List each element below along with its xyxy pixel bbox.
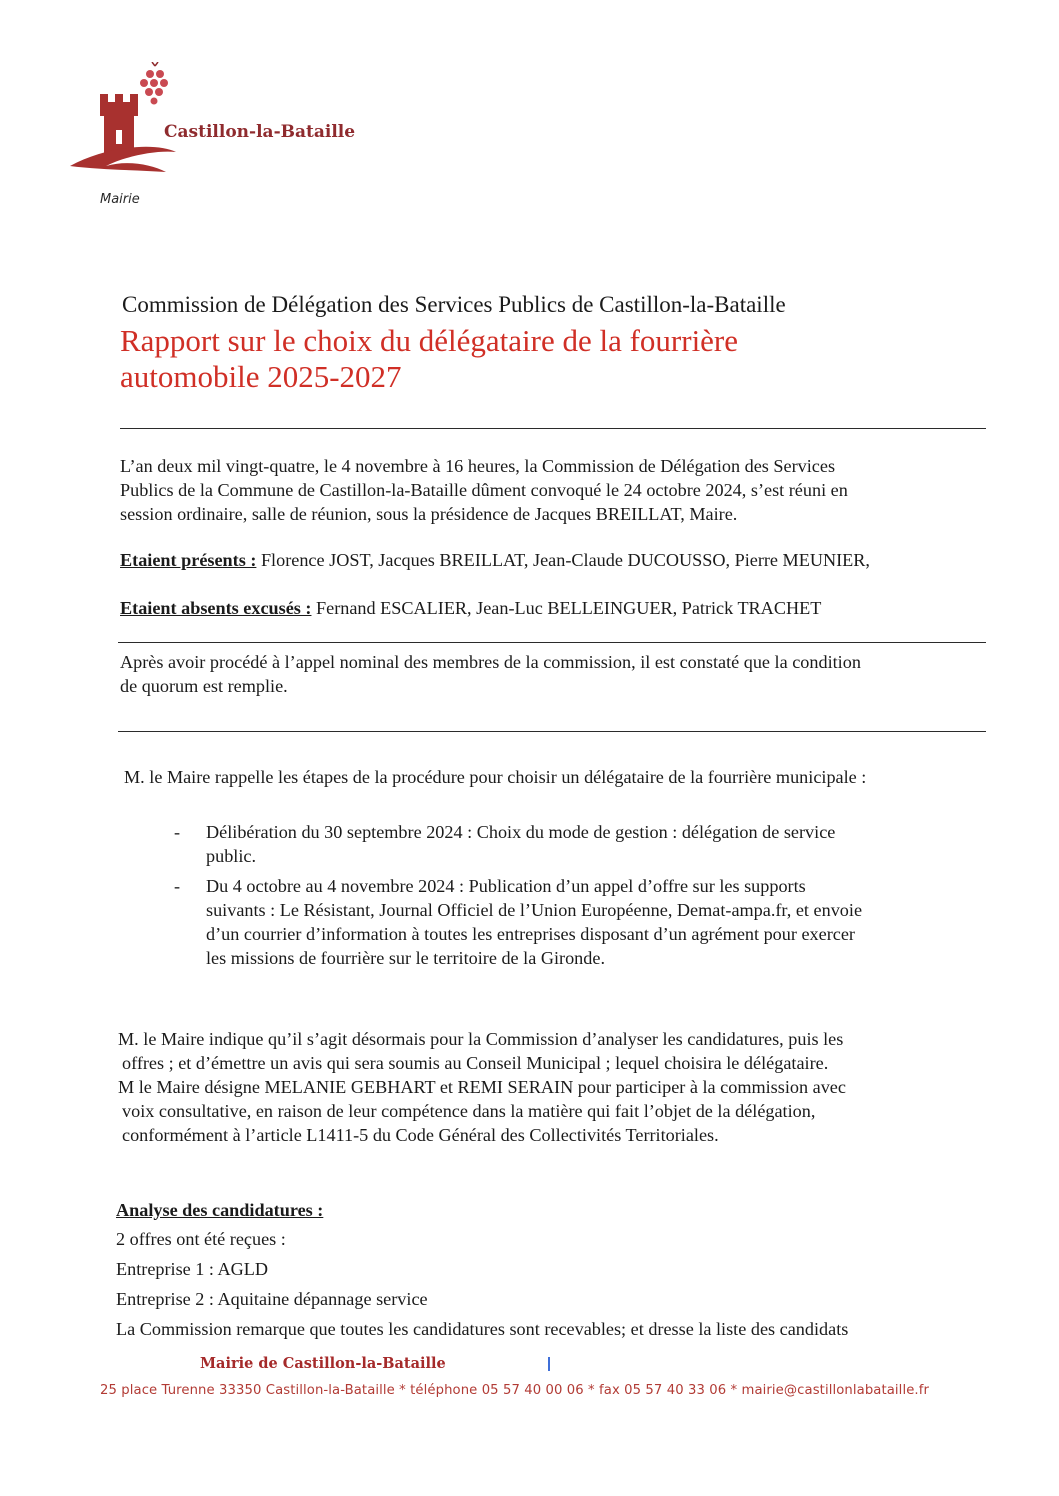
step-line: suivants : Le Résistant, Journal Officiel de l’Union Européenne, Demat-ampa.fr, et envoie	[206, 900, 863, 920]
candidatures-line: Entreprise 2 : Aquitaine dépannage service	[116, 1289, 428, 1309]
footer-name: Mairie de Castillon-la-Bataille	[200, 1355, 446, 1372]
intro-paragraph	[120, 454, 974, 526]
report-title-line-1: Rapport sur le choix du délégataire de la fourrière	[120, 323, 739, 358]
report-title-line-2: automobile 2025-2027	[120, 359, 402, 394]
candidatures-line: La Commission remarque que toutes les candidatures sont recevables; et dresse la liste des candidats	[116, 1319, 849, 1339]
report-title	[120, 323, 940, 395]
analysis-line: voix consultative, en raison de leur compétence dans la matière qui fait l’objet de la délégation,	[122, 1101, 816, 1121]
town-logo	[66, 62, 386, 212]
footer-separator	[548, 1357, 550, 1371]
logo-subtitle: Mairie	[100, 192, 140, 207]
procedure-steps	[174, 820, 972, 976]
step-line: Du 4 octobre au 4 novembre 2024 : Publication d’un appel d’offre sur les supports	[206, 876, 806, 896]
candidatures-section	[116, 1196, 848, 1344]
candidatures-line: Entreprise 1 : AGLD	[116, 1259, 269, 1279]
procedure-step	[174, 820, 972, 868]
quorum-paragraph	[120, 650, 861, 698]
candidatures-line: 2 offres ont été reçues :	[116, 1229, 286, 1249]
step-line: d’un courrier d’information à toutes les entreprises disposant d’un agrément pour exercer	[206, 924, 855, 944]
commission-heading: Commission de Délégation des Services Publics de Castillon-la-Bataille	[122, 292, 786, 317]
intro-line: session ordinaire, salle de réunion, sous la présidence de Jacques BREILLAT, Maire.	[120, 504, 738, 524]
quorum-line: de quorum est remplie.	[120, 676, 288, 696]
logo-name: Castillon-la-Bataille	[164, 122, 356, 142]
divider	[118, 731, 986, 732]
candidatures-heading: Analyse des candidatures :	[116, 1200, 324, 1220]
presents-line	[120, 548, 870, 572]
analysis-line: M le Maire désigne MELANIE GEBHART et REMI SERAIN pour participer à la commission avec	[118, 1077, 846, 1097]
intro-line: Publics de la Commune de Castillon-la-Bataille dûment convoqué le 24 octobre 2024, s’est réuni en	[120, 480, 848, 500]
analysis-line: conformément à l’article L1411-5 du Code Général des Collectivités Territoriales.	[122, 1125, 719, 1145]
presents-label: Etaient présents :	[120, 550, 257, 570]
step-line: Délibération du 30 septembre 2024 : Choix du mode de gestion : délégation de service	[206, 822, 836, 842]
divider	[118, 642, 986, 643]
step-bullet: -	[174, 876, 181, 896]
step-bullet: -	[174, 822, 181, 842]
absents-line	[120, 596, 821, 620]
quorum-line: Après avoir procédé à l’appel nominal des membres de la commission, il est constaté que la condition	[120, 652, 861, 672]
presents-names: Florence JOST, Jacques BREILLAT, Jean-Claude DUCOUSSO, Pierre MEUNIER,	[260, 550, 870, 570]
step-line: les missions de fourrière sur le territoire de la Gironde.	[206, 948, 605, 968]
intro-line: L’an deux mil vingt-quatre, le 4 novembre à 16 heures, la Commission de Délégation des Services	[120, 456, 836, 476]
analysis-line: M. le Maire indique qu’il s’agit désormais pour la Commission d’analyser les candidatures, puis les	[118, 1029, 844, 1049]
step-line: public.	[206, 846, 257, 866]
analysis-line: offres ; et d’émettre un avis qui sera soumis au Conseil Municipal ; lequel choisira le délégataire.	[122, 1053, 829, 1073]
procedure-step	[174, 874, 972, 970]
absents-names: Fernand ESCALIER, Jean-Luc BELLEINGUER, Patrick TRACHET	[316, 598, 822, 618]
divider	[120, 428, 986, 429]
absents-label: Etaient absents excusés :	[120, 598, 312, 618]
procedure-intro: M. le Maire rappelle les étapes de la procédure pour choisir un délégataire de la fourrière municipale :	[124, 767, 867, 787]
analysis-intro-paragraph	[118, 1027, 846, 1147]
footer-address: 25 place Turenne 33350 Castillon-la-Bataille * téléphone 05 57 40 00 06 * fax 05 57 40 33 06 * mairie@castillonlabataille.fr	[100, 1383, 929, 1398]
